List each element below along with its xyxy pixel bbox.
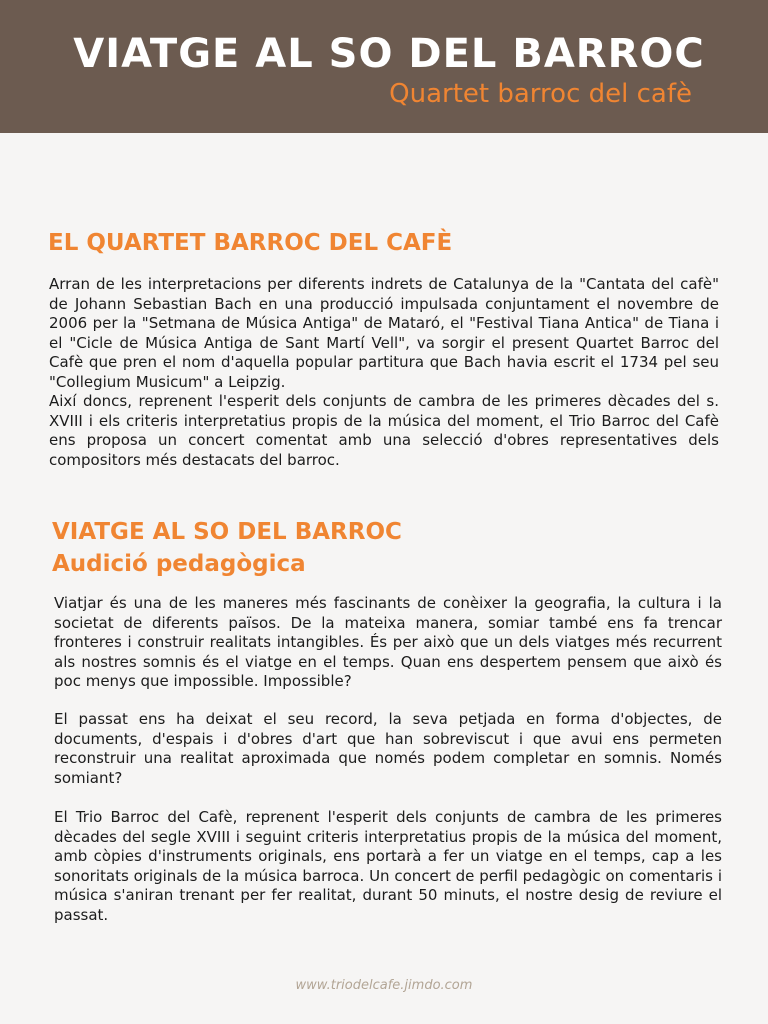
header-banner: [0, 0, 768, 133]
viatge-paragraph-1: Viatjar és una de les maneres més fascinants de conèixer la geografia, la cultura i la societat de diferents països. De la mateixa manera, somiar també ens fa trencar fronteres i construir realitats intangibles. És per això que un dels viatges més recurrent als nostres somnis és el viatge en el temps. Quan ens despertem pensem que això és poc menys que impossible. Impossible?: [54, 594, 722, 690]
viatge-paragraph-2: El passat ens ha deixat el seu record, la seva petjada en forma d'objectes, de documents, d'espais i d'obres d'art que han sobreviscut i que avui ens permeten reconstruir una realitat aproximada que només podem completar en somnis. Només somiant?: [54, 710, 722, 787]
section-heading-viatge: VIATGE AL SO DEL BARROC: [52, 519, 402, 545]
quartet-paragraph-2: Així doncs, reprenent l'esperit dels conjunts de cambra de les primeres dècades del s. XVIII i els criteris interpretatius propis de la música del moment, el Trio Barroc del Cafè ens proposa un concert comentat amb una selecció d'obres representatives dels compositors més destacats del barroc.: [49, 392, 719, 469]
section-subheading-audicio: Audició pedagògica: [52, 551, 306, 577]
page-subtitle: Quartet barroc del cafè: [389, 79, 692, 109]
footer-website-link[interactable]: www.triodelcafe.jimdo.com: [295, 978, 473, 993]
page-title: VIATGE AL SO DEL BARROC: [73, 31, 705, 77]
section-heading-quartet: EL QUARTET BARROC DEL CAFÈ: [48, 230, 453, 256]
viatge-paragraph-3: El Trio Barroc del Cafè, reprenent l'esperit dels conjunts de cambra de les primeres dècades del segle XVIII i seguint criteris interpretatius propis de la música del moment, amb còpies d'instruments originals, ens portarà a fer un viatge en el temps, cap a les sonoritats originals de la música barroca. Un concert de perfil pedagògic on comentaris i música s'aniran trenant per fer realitat, durant 50 minuts, el nostre desig de reviure el passat.: [54, 808, 722, 924]
quartet-paragraph-1: Arran de les interpretacions per diferents indrets de Catalunya de la "Cantata del cafè" de Johann Sebastian Bach en una producció impulsada conjuntament el novembre de 2006 per la "Setmana de Música Antiga" de Mataró, el "Festival Tiana Antica" de Tiana i el "Cicle de Música Antiga de Sant Martí Vell", va sorgir el present Quartet Barroc del Cafè que pren el nom d'aquella popular partitura que Bach havia escrit el 1734 pel seu "Collegium Musicum" a Leipzig.: [49, 275, 719, 391]
